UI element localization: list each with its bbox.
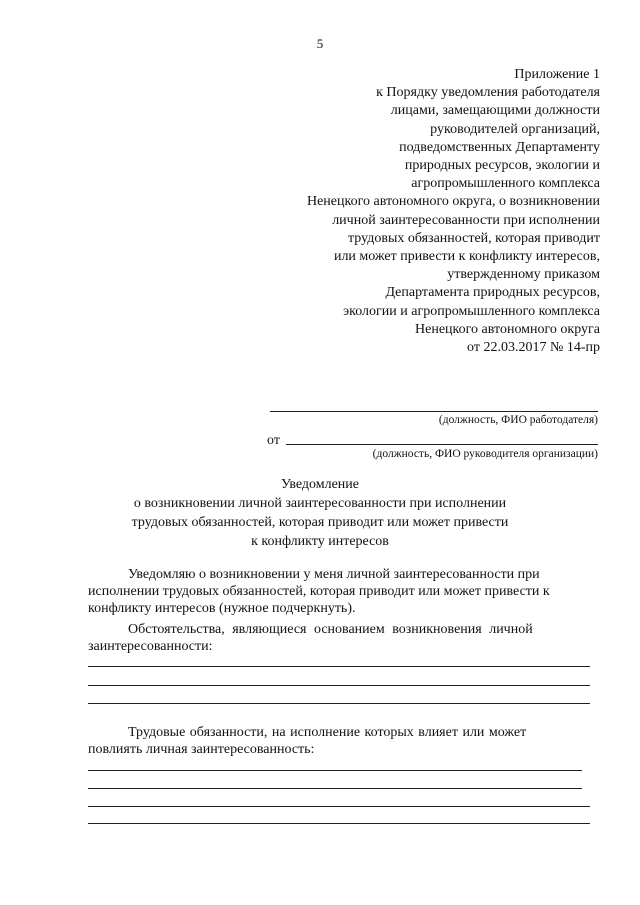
appendix-line: к Порядку уведомления работодателя bbox=[376, 85, 600, 101]
duties-line: Трудовые обязанности, на исполнение которых влияет или может bbox=[128, 725, 527, 740]
circumstances-field-line[interactable] bbox=[88, 666, 590, 667]
appendix-line: лицами, замещающими должности bbox=[390, 103, 600, 119]
duties-field-line[interactable] bbox=[88, 823, 590, 824]
employer-field-caption: (должность, ФИО работодателя) bbox=[438, 414, 598, 426]
duties-field-line[interactable] bbox=[88, 770, 582, 771]
subtitle-line: о возникновении личной заинтересованности при исполнении bbox=[133, 496, 507, 511]
circumstances-field-line[interactable] bbox=[88, 703, 590, 704]
appendix-line: утвержденному приказом bbox=[447, 267, 600, 283]
appendix-line: Ненецкого автономного округа, о возникновении bbox=[306, 194, 600, 210]
duties-field-line[interactable] bbox=[88, 806, 590, 807]
document-subtitle bbox=[0, 494, 640, 551]
duties-field-line[interactable] bbox=[88, 788, 582, 789]
appendix-block bbox=[307, 66, 600, 357]
appendix-line: руководителей организаций, bbox=[430, 121, 600, 137]
head-field-line[interactable] bbox=[286, 444, 598, 445]
document-title: Уведомление bbox=[280, 477, 359, 492]
appendix-line: подведомственных Департаменту bbox=[399, 139, 600, 155]
employer-field-line[interactable] bbox=[270, 411, 598, 412]
appendix-line: от 22.03.2017 № 14-пр bbox=[467, 340, 600, 356]
subtitle-line: к конфликту интересов bbox=[251, 534, 389, 549]
appendix-line: экологии и агропромышленного комплекса bbox=[343, 303, 600, 319]
notify-line: Уведомляю о возникновении у меня личной заинтересованности при bbox=[128, 567, 540, 582]
page-number: 5 bbox=[316, 36, 324, 51]
from-label: от bbox=[267, 433, 280, 448]
appendix-line: трудовых обязанностей, которая приводит bbox=[347, 230, 600, 246]
appendix-line: агропромышленного комплекса bbox=[411, 176, 600, 192]
subtitle-line: трудовых обязанностей, которая приводит или может привести bbox=[131, 515, 509, 530]
appendix-line: или может привести к конфликту интересов, bbox=[333, 249, 600, 265]
notify-line: исполнении трудовых обязанностей, которая приводит или может привести к bbox=[88, 584, 550, 599]
appendix-line: природных ресурсов, экологии и bbox=[404, 158, 600, 174]
appendix-line: Приложение 1 bbox=[514, 67, 600, 82]
appendix-line: Департамента природных ресурсов, bbox=[385, 285, 600, 301]
circumstances-line: Обстоятельства, являющиеся основанием возникновения личной bbox=[128, 622, 533, 637]
circumstances-line: заинтересованности: bbox=[88, 639, 213, 654]
circumstances-field-line[interactable] bbox=[88, 685, 590, 686]
appendix-line: личной заинтересованности при исполнении bbox=[332, 212, 600, 228]
duties-line: повлиять личная заинтересованность: bbox=[88, 742, 315, 757]
appendix-line: Ненецкого автономного округа bbox=[415, 321, 600, 337]
notify-line: конфликту интересов (нужное подчеркнуть). bbox=[88, 601, 356, 616]
head-field-caption: (должность, ФИО руководителя организации) bbox=[372, 448, 598, 460]
